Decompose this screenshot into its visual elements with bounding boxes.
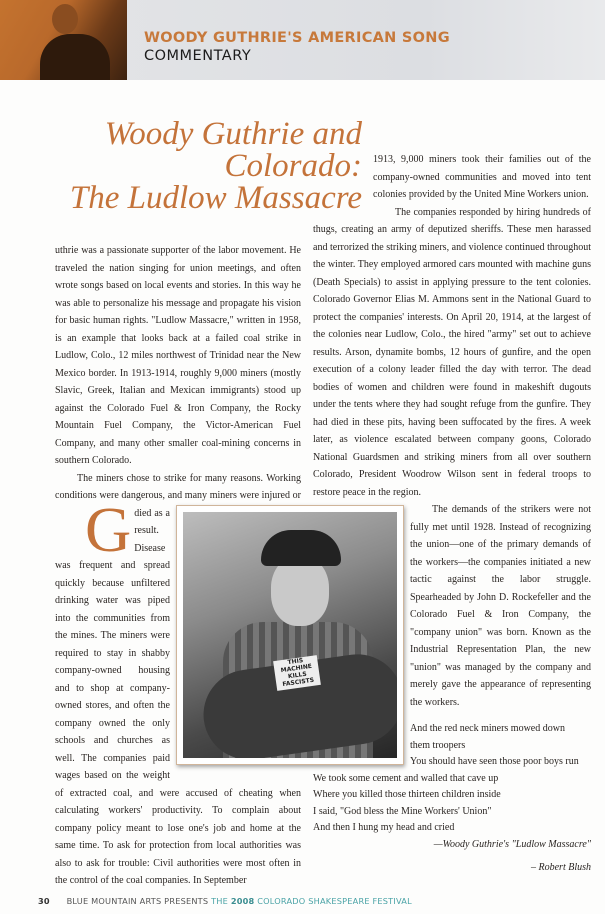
woody-guthrie-banner-photo [0,0,127,80]
footer-the: THE [211,896,229,906]
poem-credit: —Woody Guthrie's "Ludlow Massacre" [433,838,591,850]
poem-line: And then I hung my head and cried [313,822,455,833]
paragraph-part: The companies responded by hiring hundreds of thugs, creating an army of deputized sheriffs. These men harassed and terrorized the striking miners, and violence continued [313,206,591,253]
paragraph-part: The demands of the strikers were not fully met until 1928. [410,504,591,533]
author-byline: – Robert Blush [531,862,591,873]
page-footer [38,896,412,906]
header-banner [0,0,605,80]
right-column [313,151,591,877]
paragraph [313,204,591,502]
paragraph: uthrie was a passionate supporter of the labor movement. He traveled the nation singing for union meetings, and often wrote songs based on local events and stories. In this way he was able to personalize his message and propagate his vision for basic human rights. "Ludlow Massacre," written in 1958, is an example that looks back at a failed coal strike in Ludlow, Colo., 12 miles northwest of Trinidad near the New Mexico border. In 1913-1914, roughly 9,000 miners (mostly Slavic, Greek, Italian and Mexican immigrants) stood up against the Colorado Fuel & Iron Company, the Rocky Mountain Fuel Company, the Victor-American Fuel Company, and many other smaller coal-mining concerns in southern Colorado. [55,245,301,466]
section-label: COMMENTARY [144,48,252,64]
title-line: The Ludlow Massacre [69,180,362,216]
paragraph-part: The miners chose to strike for many reasons. Working conditions were dangerous, and many miners were injured or died as a result. Disease was frequent and spread quickly because unfiltered drinking water was piped into the communities from [55,472,301,624]
title-line: Woody Guthrie and [104,116,362,152]
guitar-sticker: THIS MACHINE KILLS FASCISTS [273,655,321,691]
photo-wrap-spacer [313,505,410,767]
paragraph: 1913, 9,000 miners took their families out of the company-owned communities and moved into tent colonies provided by the United Mine Workers union. [373,154,591,200]
left-column [55,242,301,890]
poem-line: them troopers [410,739,466,751]
series-title: WOODY GUTHRIE'S AMERICAN SONG [144,30,450,46]
title-wrap-spacer [313,151,373,221]
poem-line: I said, "God bless the Mine Workers' Union" [313,805,492,817]
paragraph-part: throughout the winter. They employed armored cars mounted with machine guns (Death Specials) to assist in applying pressure to the tent colonies. Colorado Governor Elias M. Ammons sent in the National Guard to protect the companies' interests. On April 20, 1914, at the largest of the colonies near Ludlow, Colo., the hired "army" set out to achieve results. Arson, dynamite bombs, 12 hours of gunfire, and the open execution of a colony leader filled the day with terror. The dead bodies of women and children were found in makeshift dugouts under the tents where they had sought refuge from the gunfire. They had died in these pits, having been suffocated by the fires. A week later, as violence escalated between company goons, Colorado National Guardsmen and striking miners from all over southern Colorado, President Woodrow Wilson sent in federal troops to restore peace in the region. [313,241,591,498]
paragraph-part: the mines. The miners were required to stay in shabby company-owned housing and to shop at company-owned stores, and often the company owned the only schools and churches as well. The companies paid wages based on the weight of extracted coal, and were accused of cheating when calculating workers' productivity. To complain about company policy meant to lose one's job and home at the same time. To ask for protection from local authorities was also to ask for trouble: Civil authorities were most often in the control of the coal companies. In September [55,630,301,886]
photo-wrap-spacer [170,505,301,777]
poem-line: You should have seen those poor boys run [410,756,579,767]
poem-line: Where you killed those thirteen children inside [313,789,501,800]
poem-line: And the red neck miners mowed down [410,723,565,734]
paragraph-part: Instead of recognizing the union—one of the primary demands of the workers—the companies initiated a new tactic against the labor struggle. Spearheaded by John D. Rockefeller and the Colorado Fuel & Iron Company, the "company union" was born. Known as the Industrial Representation Plan, the new "union" was managed by the company and merely gave the appearance of representing the workers. [410,521,592,708]
poem-line: We took some cement and walled that cave up [313,772,499,784]
title-line: Colorado: [224,148,362,184]
festival-year: 2008 [230,896,255,906]
festival-name: COLORADO SHAKESPEARE FESTIVAL [257,896,412,906]
drop-cap: G [85,494,132,565]
publisher: BLUE MOUNTAIN ARTS PRESENTS [66,896,209,906]
page-number: 30 [38,896,50,906]
